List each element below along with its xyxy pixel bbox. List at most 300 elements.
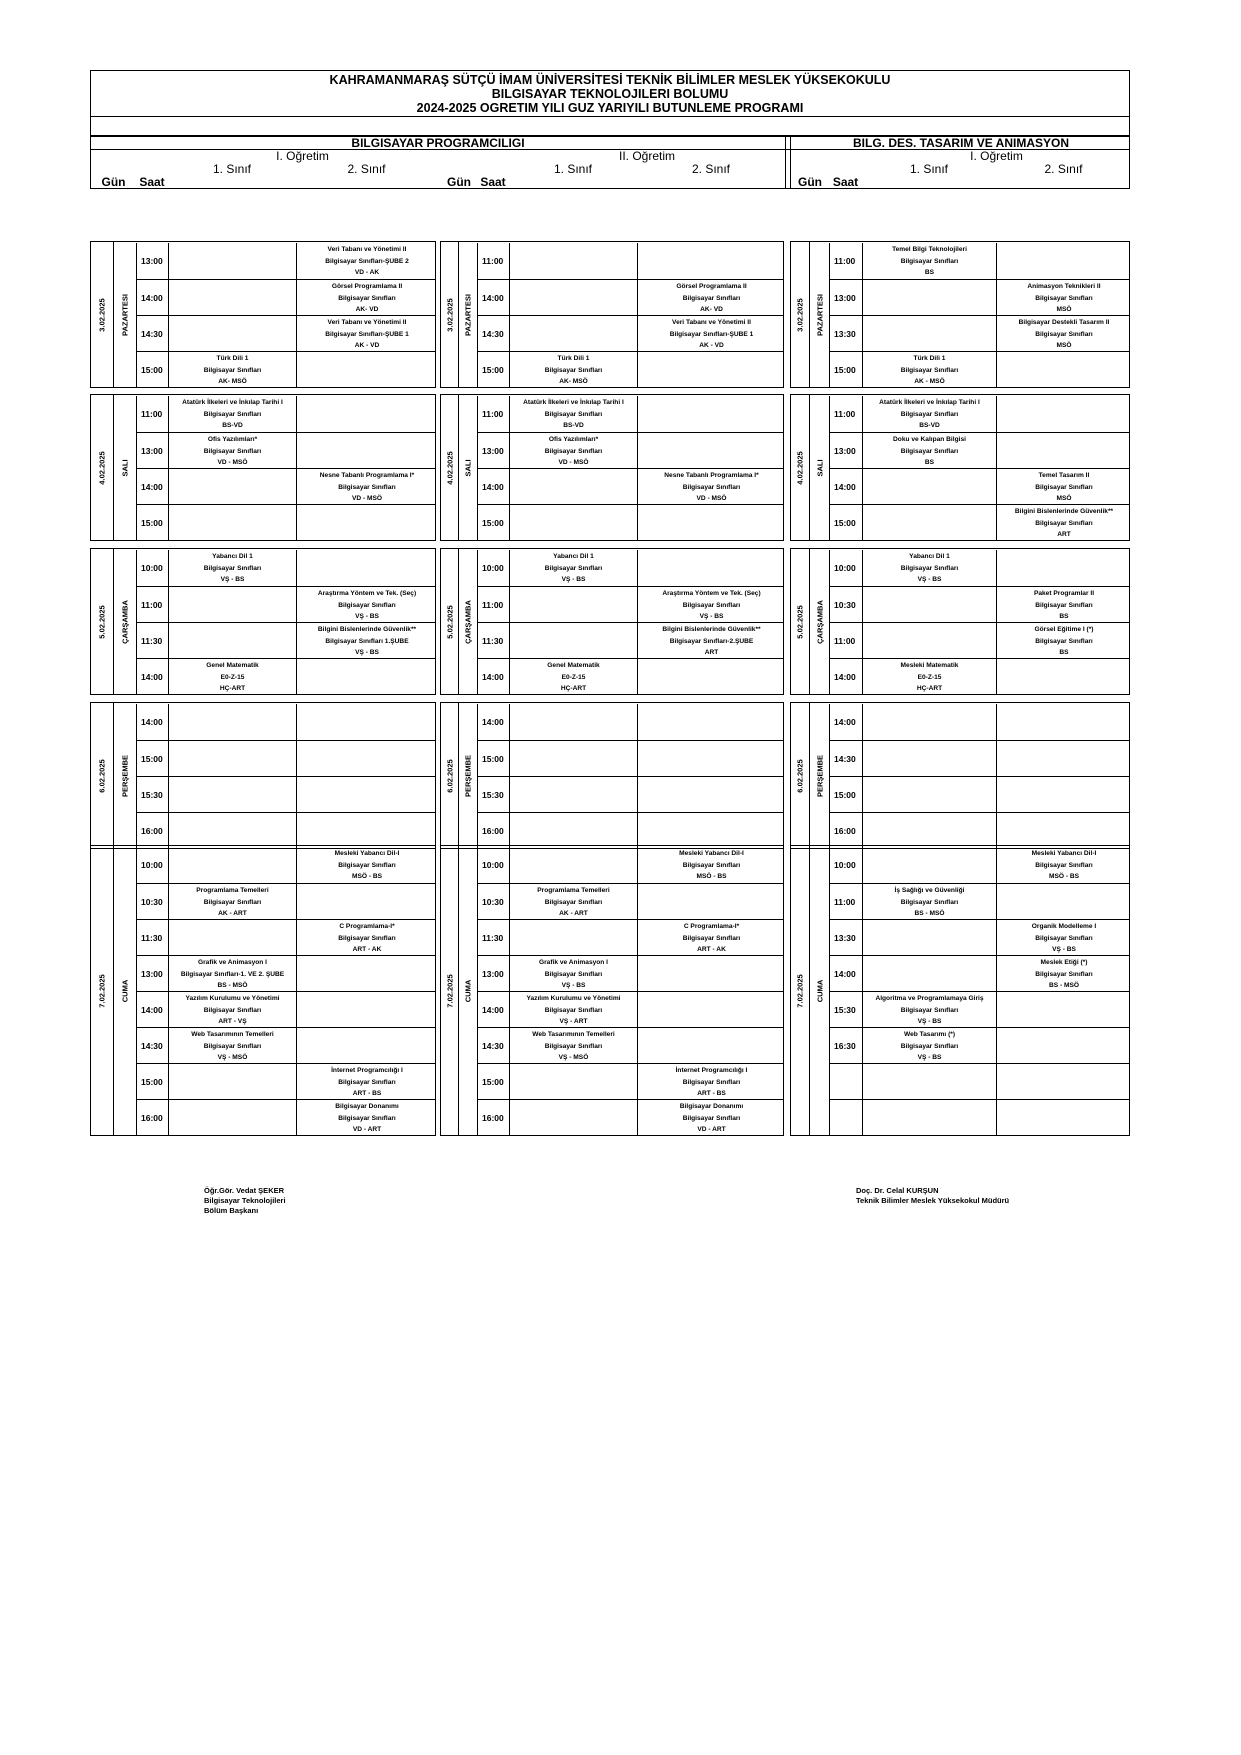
- course-room: Bilgisayar Sınıfları: [544, 447, 603, 455]
- course-staff: ART - BS: [697, 1090, 726, 1097]
- course-staff: MSÖ: [1056, 342, 1072, 349]
- course-room: Bilgisayar Sınıfları-ŞUBE 1: [325, 330, 409, 338]
- day-name: ÇARŞAMBA: [463, 599, 473, 644]
- time-cell: 10:00: [136, 847, 168, 883]
- sinif-1-cell: [168, 704, 296, 740]
- schedule-row: [829, 550, 1129, 586]
- course-staff: VŞ - BS: [917, 576, 942, 583]
- course-staff: VD - MSÖ: [558, 459, 589, 466]
- rows-area: [829, 846, 1129, 1135]
- course-name: Yabancı Dil 1: [909, 553, 950, 560]
- course-staff: MSÖ: [1056, 495, 1072, 502]
- sinif-1-cell: [168, 280, 296, 315]
- day-date-cell: [791, 549, 809, 694]
- schedule-row: [477, 776, 783, 812]
- rows-area: [829, 703, 1129, 848]
- course-staff: BS: [1059, 649, 1069, 656]
- sinif-1-cell: [168, 396, 296, 432]
- sinif-2-cell: [296, 587, 437, 622]
- schedule-row: [136, 622, 435, 658]
- sinif-2-cell: [996, 469, 1131, 504]
- sinif-2-cell: [996, 956, 1131, 991]
- sinif-2-cell: [296, 352, 437, 387]
- sinif-2-cell: [637, 1100, 785, 1135]
- course-room: Bilgisayar Sınıfları-1. VE 2. ŞUBE: [180, 970, 285, 978]
- day-date: 5.02.2025: [97, 604, 107, 639]
- course-name: Veri Tabanı ve Yönetimi II: [672, 319, 751, 326]
- course-staff: MSÖ - BS: [351, 873, 383, 880]
- sinif-2-cell: [637, 469, 785, 504]
- schedule-row: [136, 658, 435, 694]
- schedule-row: [829, 740, 1129, 776]
- ogretim-1-label: I. Oğretim: [276, 149, 329, 163]
- schedule-row: [477, 740, 783, 776]
- sinif-1-cell: [862, 777, 996, 812]
- schedule-row: [477, 955, 783, 991]
- schedule-row: [136, 243, 435, 279]
- day-date: 6.02.2025: [795, 758, 805, 793]
- gun-header: Gün: [447, 175, 471, 189]
- sinif-2-cell: [637, 623, 785, 658]
- time-cell: 11:00: [829, 243, 862, 279]
- schedule-row: [829, 1099, 1129, 1135]
- sinif-1-cell: [509, 469, 637, 504]
- course-name: Mesleki Yabancı Dil-I: [1031, 850, 1097, 857]
- day-date-cell: [441, 395, 458, 540]
- course-staff: ART: [704, 649, 719, 656]
- day-date-cell: [441, 549, 458, 694]
- rows-area: [477, 846, 783, 1135]
- schedule-row: [829, 658, 1129, 694]
- signature-right-title: Teknik Bilimler Meslek Yüksekokul Müdürü: [856, 1196, 1010, 1205]
- time-cell: 15:00: [829, 777, 862, 812]
- course-staff: MSÖ - BS: [696, 873, 727, 880]
- sinif-1-cell: [509, 992, 637, 1027]
- time-cell: 13:00: [829, 433, 862, 468]
- schedule-row: [136, 1063, 435, 1099]
- sinif-1-cell: [168, 505, 296, 540]
- schedule-row: [136, 586, 435, 622]
- schedule-row: [136, 1027, 435, 1063]
- course-room: Bilgisayar Sınıfları: [544, 410, 603, 418]
- sinif-2-cell: [637, 847, 785, 883]
- sinif-1-cell: [862, 396, 996, 432]
- day-name-cell: [809, 846, 829, 1135]
- sinif-1-cell: [168, 469, 296, 504]
- day-name-cell: [113, 549, 136, 694]
- course-staff: BS-VD: [919, 422, 940, 429]
- sinif-1-cell: [168, 1100, 296, 1135]
- sinif-2-cell: [637, 741, 785, 776]
- time-cell: 14:00: [136, 469, 168, 504]
- sinif-2-cell: [637, 587, 785, 622]
- time-cell: 11:30: [477, 920, 509, 955]
- program-bdta-label: BILG. DES. TASARIM VE ANIMASYON: [852, 136, 1069, 150]
- signature-left-dept: Bilgisayar Teknolojileri: [204, 1196, 286, 1205]
- course-staff: AK- MSÖ: [218, 378, 247, 385]
- sinif-2-cell: [296, 704, 437, 740]
- time-cell: [829, 1100, 862, 1135]
- time-cell: 15:00: [477, 505, 509, 540]
- time-cell: 15:00: [477, 352, 509, 387]
- course-name: Mesleki Yabancı Dil-I: [334, 850, 400, 857]
- course-staff: BS: [924, 459, 935, 466]
- course-room: Bilgisayar Sınıfları: [900, 410, 959, 418]
- time-cell: 14:30: [829, 741, 862, 776]
- time-cell: 15:00: [829, 352, 862, 387]
- course-room: Bilgisayar Sınıfları: [338, 1114, 396, 1122]
- time-cell: 15:00: [136, 352, 168, 387]
- time-cell: 10:00: [477, 550, 509, 586]
- day-name: PERŞEMBE: [463, 754, 473, 797]
- sinif-1-cell: [168, 813, 296, 848]
- day-date: 7.02.2025: [97, 973, 107, 1008]
- sinif-1-cell: [862, 704, 996, 740]
- course-name: Yabancı Dil 1: [553, 553, 594, 560]
- schedule-row: [829, 432, 1129, 468]
- schedule-row: [136, 279, 435, 315]
- course-room: Bilgisayar Sınıfları: [1035, 330, 1093, 338]
- course-room: Bilgisayar Sınıfları: [338, 1078, 396, 1086]
- day-block: [90, 548, 436, 695]
- course-name: Görsel Programlama II: [331, 283, 403, 290]
- rows-area: [136, 703, 435, 848]
- sinif-1-cell: [168, 623, 296, 658]
- time-cell: 10:30: [136, 884, 168, 919]
- sinif-1-cell: [509, 1064, 637, 1099]
- schedule-row: [829, 776, 1129, 812]
- day-date: 7.02.2025: [445, 973, 454, 1008]
- course-staff: AK - ART: [218, 910, 247, 917]
- schedule-row: [477, 550, 783, 586]
- schedule-row: [477, 432, 783, 468]
- sinif-2-cell: [637, 505, 785, 540]
- ogretim-3-label: I. Oğretim: [970, 149, 1023, 163]
- time-cell: 14:00: [477, 469, 509, 504]
- time-cell: 14:30: [477, 1028, 509, 1063]
- course-staff: AK - MSÖ: [914, 378, 945, 385]
- course-room: Bilgisayar Sınıfları: [544, 898, 603, 906]
- gun-header: Gün: [101, 175, 126, 189]
- sinif-2-cell: [996, 505, 1131, 540]
- course-name: Programlama Temelleri: [537, 887, 610, 894]
- sinif-2-cell: [637, 956, 785, 991]
- sinif-2-cell: [637, 550, 785, 586]
- schedule-row: [136, 504, 435, 540]
- sinif-2-cell: [637, 433, 785, 468]
- schedule-row: [477, 704, 783, 740]
- schedule-row: [829, 504, 1129, 540]
- day-date: 3.02.2025: [445, 297, 454, 332]
- course-room: Bilgisayar Sınıfları: [1035, 483, 1093, 491]
- day-name-cell: [113, 703, 136, 848]
- course-staff: AK - VD: [699, 342, 724, 349]
- day-date: 5.02.2025: [795, 604, 805, 639]
- schedule-row: [477, 1027, 783, 1063]
- sinif-1-cell: [509, 243, 637, 279]
- time-cell: 14:00: [136, 659, 168, 694]
- sinif-2-cell: [637, 396, 785, 432]
- sinif-1-cell: [509, 741, 637, 776]
- course-staff: VŞ - BS: [917, 1054, 942, 1061]
- schedule-row: [829, 847, 1129, 883]
- sinif-2-cell: [637, 1064, 785, 1099]
- time-cell: 14:00: [477, 280, 509, 315]
- course-room: Bilgisayar Sınıfları: [1035, 601, 1093, 609]
- schedule-row: [829, 991, 1129, 1027]
- course-room: Bilgisayar Sınıfları: [203, 410, 262, 418]
- sinif-2-cell: [296, 623, 437, 658]
- time-cell: 13:00: [829, 280, 862, 315]
- course-room: Bilgisayar Sınıfları: [203, 898, 262, 906]
- column-header: [90, 136, 1130, 189]
- course-room: Bilgisayar Sınıfları: [682, 601, 741, 609]
- sinif-1-cell: [862, 813, 996, 848]
- sinif-2-cell: [296, 280, 437, 315]
- sinif-1-cell: [509, 352, 637, 387]
- course-room: Bilgisayar Sınıfları: [544, 564, 603, 572]
- day-section: [90, 702, 1130, 849]
- title-line-3: 2024-2025 OGRETIM YILI GUZ YARIYILI BUTUNLEME PROGRAMI: [416, 101, 804, 115]
- sinif-2-cell: [296, 741, 437, 776]
- signature-left-name: Öğr.Gör. Vedat ŞEKER: [204, 1186, 285, 1195]
- day-name: PERŞEMBE: [120, 754, 130, 797]
- time-cell: 11:00: [829, 623, 862, 658]
- document-title: [90, 70, 1130, 117]
- schedule-row: [829, 586, 1129, 622]
- day-block: [440, 845, 784, 1136]
- sinif-2-cell: [296, 1064, 437, 1099]
- course-staff: VŞ - BS: [355, 613, 379, 620]
- course-staff: HÇ-ART: [560, 685, 587, 692]
- rows-area: [829, 549, 1129, 694]
- day-section: [90, 241, 1130, 388]
- course-name: Bilgisayar Donanımı: [335, 1103, 399, 1110]
- sinif-2-cell: [996, 847, 1131, 883]
- schedule-row: [477, 1063, 783, 1099]
- course-room: Bilgisayar Sınıfları: [203, 1042, 262, 1050]
- course-name: Meslek Etiği (*): [1040, 959, 1088, 966]
- course-room: Bilgisayar Sınıfları-ŞUBE 1: [669, 330, 754, 338]
- course-staff: VŞ - BS: [699, 613, 724, 620]
- course-name: Temel Bilgi Teknolojileri: [892, 246, 967, 253]
- day-name-cell: [809, 703, 829, 848]
- schedule-row: [477, 279, 783, 315]
- course-room: Bilgisayar Sınıfları: [1035, 519, 1093, 527]
- course-room: Bilgisayar Sınıfları: [682, 294, 741, 302]
- course-room: Bilgisayar Sınıfları: [900, 564, 959, 572]
- course-staff: VŞ - BS: [355, 649, 379, 656]
- sinif-1-cell: [862, 847, 996, 883]
- course-name: Animasyon Teknikleri II: [1027, 283, 1101, 290]
- schedule-row: [136, 740, 435, 776]
- course-room: Bilgisayar Sınıfları: [1035, 970, 1093, 978]
- schedule-row: [829, 955, 1129, 991]
- sinif-1-cell: [862, 243, 996, 279]
- course-name: Atatürk İlkeleri ve İnkılap Tarihi I: [182, 399, 283, 406]
- course-name: Ofis Yazılımları*: [548, 436, 599, 443]
- time-cell: 13:00: [136, 433, 168, 468]
- day-name: PAZARTESI: [463, 293, 473, 336]
- sinif-2-cell: [637, 777, 785, 812]
- course-room: Bilgisayar Sınıfları: [544, 1042, 603, 1050]
- sinif-2-cell: [296, 777, 437, 812]
- course-name: Programlama Temelleri: [196, 887, 269, 894]
- sinif-2-cell: [637, 280, 785, 315]
- course-room: Bilgisayar Sınıfları: [682, 1114, 741, 1122]
- sinif-2-cell: [996, 1064, 1131, 1099]
- sinif-1-cell: [168, 243, 296, 279]
- time-cell: 10:00: [477, 847, 509, 883]
- course-staff: MSÖ - BS: [1048, 873, 1080, 880]
- course-name: Web Tasarımı (*): [903, 1031, 956, 1038]
- course-name: Genel Matematik: [206, 662, 259, 669]
- course-staff: BS-VD: [563, 422, 584, 429]
- course-name: Araştırma Yöntem ve Tek. (Seç): [662, 590, 761, 597]
- sinif-2-cell: [637, 813, 785, 848]
- course-room: Bilgisayar Sınıfları: [1035, 861, 1093, 869]
- day-block: [790, 241, 1130, 388]
- time-cell: 14:00: [477, 992, 509, 1027]
- sinif-2-cell: [637, 884, 785, 919]
- time-cell: 13:00: [477, 956, 509, 991]
- course-name: İş Sağlığı ve Güvenliği: [894, 887, 965, 894]
- time-cell: 10:30: [829, 587, 862, 622]
- course-name: Organik Modelleme I: [1031, 923, 1097, 930]
- sinif-1-cell: [862, 587, 996, 622]
- sinif-1-cell: [509, 813, 637, 848]
- course-name: Görsel Eğitime I (*): [1034, 626, 1094, 633]
- schedule-row: [477, 812, 783, 848]
- course-name: C Programlama-I*: [683, 923, 740, 930]
- schedule-row: [136, 432, 435, 468]
- course-staff: VD - MSÖ: [696, 495, 727, 502]
- sinif-1-cell: [168, 352, 296, 387]
- course-staff: BS-VD: [222, 422, 243, 429]
- time-cell: 11:30: [136, 920, 168, 955]
- sinif-2-cell: [637, 992, 785, 1027]
- sinif-1-cell: [509, 847, 637, 883]
- time-cell: 13:00: [477, 433, 509, 468]
- sinif-1-cell: [862, 884, 996, 919]
- time-cell: 16:00: [829, 813, 862, 848]
- day-date-cell: [791, 395, 809, 540]
- schedule-row: [477, 351, 783, 387]
- time-cell: 16:00: [477, 1100, 509, 1135]
- course-room: Bilgisayar Sınıfları: [203, 447, 262, 455]
- course-room: Bilgisayar Sınıfları: [900, 257, 959, 265]
- day-name: PAZARTESI: [120, 293, 130, 336]
- course-name: Veri Tabanı ve Yönetimi II: [327, 319, 407, 326]
- schedule-row: [477, 396, 783, 432]
- sinif-2-cell: [296, 1028, 437, 1063]
- course-room: E0-Z-15: [220, 673, 245, 681]
- rows-area: [136, 395, 435, 540]
- course-room: Bilgisayar Sınıfları: [1035, 934, 1093, 942]
- course-room: Bilgisayar Sınıfları-2.ŞUBE: [669, 637, 754, 645]
- course-name: Genel Matematik: [547, 662, 600, 669]
- day-section: [90, 548, 1130, 695]
- sinif-2-cell: [296, 505, 437, 540]
- sinif-1-cell: [168, 777, 296, 812]
- course-staff: VŞ - BS: [561, 576, 586, 583]
- signature-left: [204, 1186, 286, 1216]
- course-staff: ART - AK: [697, 946, 726, 953]
- signature-right-name: Doç. Dr. Celal KURŞUN: [856, 1186, 939, 1195]
- day-name-cell: [809, 242, 829, 387]
- course-name: Nesne Tabanlı Programlama I*: [664, 472, 759, 479]
- day-name: SALI: [463, 458, 473, 477]
- time-cell: 11:00: [829, 884, 862, 919]
- day-block: [440, 394, 784, 541]
- sinif-1-cell: [509, 550, 637, 586]
- time-cell: 11:30: [477, 623, 509, 658]
- program-bp-label: BILGISAYAR PROGRAMCILIGI: [351, 136, 525, 150]
- time-cell: 14:30: [477, 316, 509, 351]
- day-date-cell: [791, 703, 809, 848]
- schedule-row: [136, 919, 435, 955]
- schedule-row: [477, 991, 783, 1027]
- course-name: Web Tasarımının Temelleri: [191, 1031, 274, 1038]
- sinif-2-cell: [637, 659, 785, 694]
- day-date-cell: [441, 242, 458, 387]
- course-room: Bilgisayar Sınıfları: [338, 294, 396, 302]
- course-staff: AK - ART: [559, 910, 588, 917]
- sinif-2-cell: [296, 992, 437, 1027]
- day-name-cell: [458, 549, 477, 694]
- schedule-row: [829, 279, 1129, 315]
- schedule-row: [136, 396, 435, 432]
- course-name: Türk Dili 1: [557, 355, 590, 362]
- day-block: [90, 845, 436, 1136]
- time-cell: 11:00: [477, 396, 509, 432]
- time-cell: 15:30: [136, 777, 168, 812]
- schedule-row: [136, 1099, 435, 1135]
- day-block: [790, 548, 1130, 695]
- rows-area: [477, 549, 783, 694]
- day-name-cell: [458, 395, 477, 540]
- day-block: [790, 845, 1130, 1136]
- sinif-1-cell: [862, 956, 996, 991]
- schedule-row: [477, 883, 783, 919]
- day-name-cell: [113, 846, 136, 1135]
- sinif-1-cell: [168, 884, 296, 919]
- course-room: Bilgisayar Sınıfları: [682, 934, 741, 942]
- day-date-cell: [91, 395, 113, 540]
- time-cell: 11:30: [136, 623, 168, 658]
- sinif-1-label: 1. Sınıf: [553, 162, 593, 176]
- course-name: Yazılım Kurulumu ve Yönetimi: [526, 995, 621, 1002]
- schedule-row: [829, 351, 1129, 387]
- schedule-row: [136, 351, 435, 387]
- rows-area: [477, 395, 783, 540]
- course-name: Bilgini Bislenlerinde Güvenlik**: [662, 626, 761, 633]
- course-staff: VŞ - BS: [917, 1018, 942, 1025]
- title-spacer: [90, 117, 1130, 136]
- time-cell: 14:00: [136, 704, 168, 740]
- sinif-2-cell: [996, 1100, 1131, 1135]
- sinif-1-cell: [862, 623, 996, 658]
- schedule-row: [477, 847, 783, 883]
- sinif-1-cell: [509, 623, 637, 658]
- day-block: [90, 702, 436, 849]
- course-staff: MSÖ: [1056, 306, 1072, 313]
- time-cell: 16:00: [477, 813, 509, 848]
- sinif-2-cell: [996, 352, 1131, 387]
- course-room: Bilgisayar Sınıfları: [203, 564, 262, 572]
- day-date: 4.02.2025: [445, 450, 454, 485]
- course-name: Atatürk İlkeleri ve İnkılap Tarihi I: [879, 399, 980, 406]
